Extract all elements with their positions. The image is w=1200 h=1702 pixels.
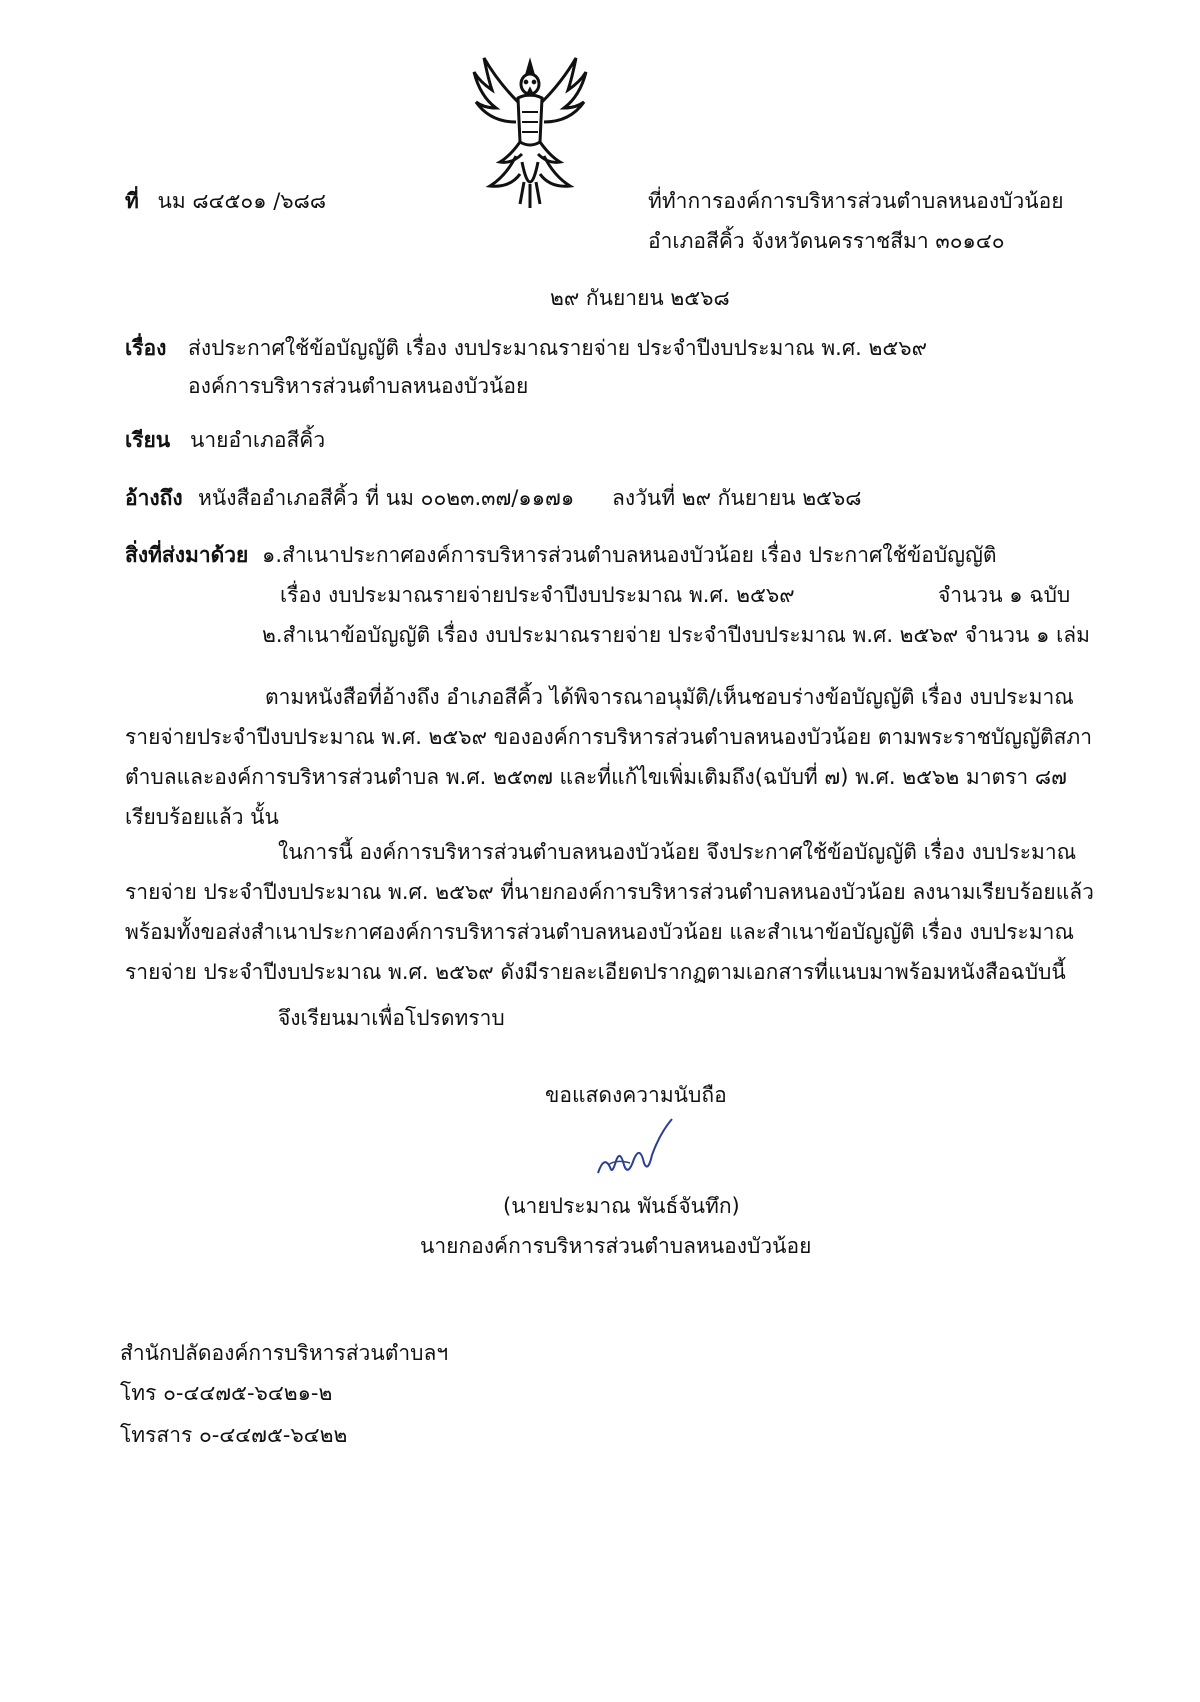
subject-line1: ส่งประกาศใช้ข้อบัญญัติ เรื่อง งบประมาณรายจ่าย ประจำปีงบประมาณ พ.ศ. ๒๕๖๙ <box>188 336 927 360</box>
enclosure-item2: ๒.สำเนาข้อบัญญัติ เรื่อง งบประมาณรายจ่าย ประจำปีงบประมาณ พ.ศ. ๒๕๖๙ จำนวน ๑ เล่ม <box>262 623 1090 647</box>
enclosures-label: สิ่งที่ส่งมาด้วย <box>125 543 249 567</box>
footer-office: สำนักปลัดองค์การบริหารส่วนตำบลฯ <box>120 1341 449 1365</box>
office-address-line1: ที่ทำการองค์การบริหารส่วนตำบลหนองบัวน้อย <box>648 189 1064 213</box>
footer-telephone: โทร ๐-๔๔๗๕-๖๔๒๑-๒ <box>120 1381 333 1405</box>
body-paragraph-2 <box>125 832 1094 992</box>
body-paragraph-2-line: รายจ่าย ประจำปีงบประมาณ พ.ศ. ๒๕๖๙ ดังมีรายละเอียดปรากฏตามเอกสารที่แนบมาพร้อมหนังสือฉบับนี้ <box>125 960 1066 984</box>
enclosure-item1-quantity: จำนวน ๑ ฉบับ <box>938 583 1071 607</box>
body-paragraph-1-line: ตำบลและองค์การบริหารส่วนตำบล พ.ศ. ๒๕๓๗ และที่แก้ไขเพิ่มเติมถึง(ฉบับที่ ๗) พ.ศ. ๒๕๖๒ มาตรา ๘๗ <box>125 765 1067 789</box>
enclosure-item1-line1: ๑.สำเนาประกาศองค์การบริหารส่วนตำบลหนองบัวน้อย เรื่อง ประกาศใช้ข้อบัญญัติ <box>262 543 997 567</box>
signatory-position: นายกองค์การบริหารส่วนตำบลหนองบัวน้อย <box>420 1234 812 1258</box>
body-paragraph-1-line: เรียบร้อยแล้ว นั้น <box>125 805 279 829</box>
body-paragraph-2-line: รายจ่าย ประจำปีงบประมาณ พ.ศ. ๒๕๖๙ ที่นายกองค์การบริหารส่วนตำบลหนองบัวน้อย ลงนามเรียบร้อยแล้ว <box>125 880 1094 904</box>
to-value: นายอำเภอสีคิ้ว <box>190 428 326 452</box>
footer-fax: โทรสาร ๐-๔๔๗๕-๖๔๒๒ <box>120 1423 348 1447</box>
regards-phrase: ขอแสดงความนับถือ <box>545 1083 727 1107</box>
body-paragraph-2-line: พร้อมทั้งขอส่งสำเนาประกาศองค์การบริหารส่วนตำบลหนองบัวน้อย และสำเนาข้อบัญญัติ เรื่อง งบประมาณ <box>125 920 1074 944</box>
body-paragraph-2-line: ในการนี้ องค์การบริหารส่วนตำบลหนองบัวน้อย จึงประกาศใช้ข้อบัญญัติ เรื่อง งบประมาณ <box>278 840 1077 864</box>
subject-line2: องค์การบริหารส่วนตำบลหนองบัวน้อย <box>188 374 529 398</box>
subject-label: เรื่อง <box>125 336 167 360</box>
reference-label: อ้างถึง <box>125 486 183 510</box>
reference-number-value: นม ๘๔๕๐๑ /๖๘๘ <box>157 189 327 213</box>
closing-phrase: จึงเรียนมาเพื่อโปรดทราบ <box>278 1006 505 1030</box>
enclosure-item1-line2: เรื่อง งบประมาณรายจ่ายประจำปีงบประมาณ พ.ศ. ๒๕๖๙ <box>280 583 795 607</box>
reference-value: หนังสืออำเภอสีคิ้ว ที่ นม ๐๐๒๓.๓๗/๑๑๗๑ <box>198 486 575 510</box>
reference-number <box>125 188 326 215</box>
garuda-emblem-icon <box>470 52 590 212</box>
body-paragraph-1-line: รายจ่ายประจำปีงบประมาณ พ.ศ. ๒๕๖๙ ขององค์การบริหารส่วนตำบลหนองบัวน้อย ตามพระราชบัญญัติสภา <box>125 725 1093 749</box>
letter-date: ๒๙ กันยายน ๒๕๖๘ <box>550 286 730 310</box>
signatory-name: (นายประมาณ พันธ์จันทึก) <box>503 1194 740 1218</box>
body-paragraph-1-line: ตามหนังสือที่อ้างถึง อำเภอสีคิ้ว ได้พิจารณาอนุมัติ/เห็นชอบร่างข้อบัญญัติ เรื่อง งบประมาณ <box>265 685 1074 709</box>
handwritten-signature <box>590 1115 675 1185</box>
reference-number-label: ที่ <box>125 189 139 213</box>
reference-date: ลงวันที่ ๒๙ กันยายน ๒๕๖๘ <box>612 486 862 510</box>
to-label: เรียน <box>125 428 171 452</box>
body-paragraph-1 <box>125 677 1093 837</box>
office-address-line2: อำเภอสีคิ้ว จังหวัดนครราชสีมา ๓๐๑๔๐ <box>648 229 1005 253</box>
